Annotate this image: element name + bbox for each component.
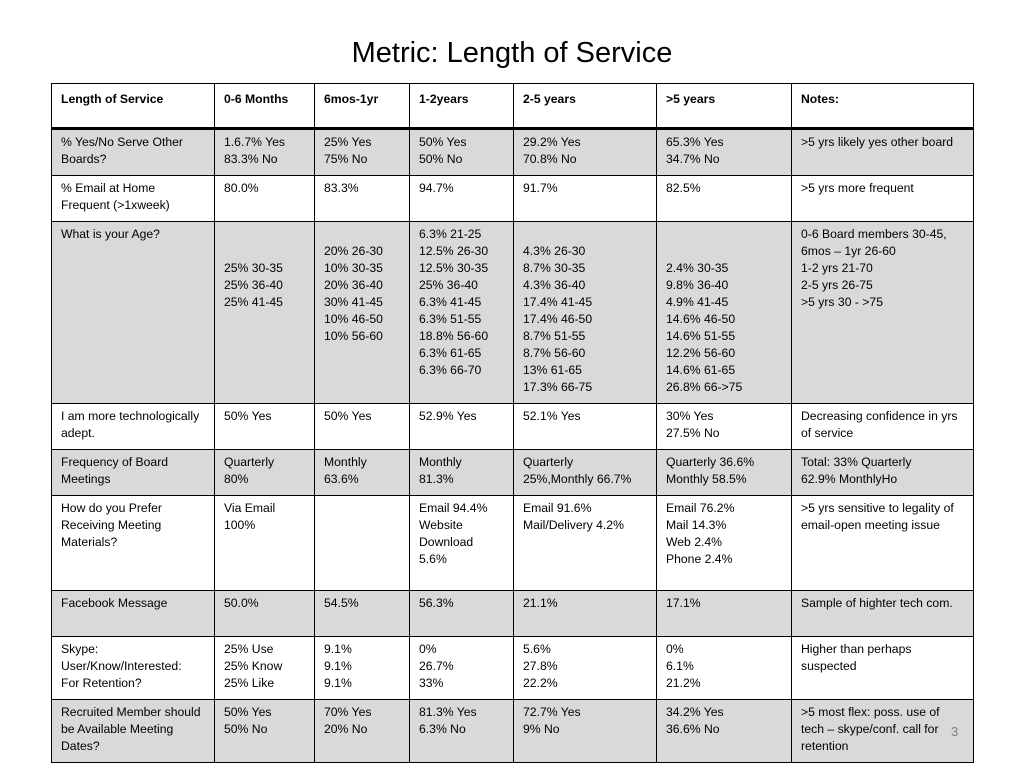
header-cell: 2-5 years — [514, 84, 657, 129]
data-cell: 17.1% — [657, 591, 792, 637]
table-row — [52, 404, 974, 450]
data-cell: 70% Yes 20% No — [315, 700, 410, 763]
header-cell: Notes: — [792, 84, 974, 129]
length-of-service-table — [51, 83, 974, 763]
data-cell: 83.3% — [315, 176, 410, 222]
data-cell: 25% 30-35 25% 36-40 25% 41-45 — [215, 222, 315, 404]
row-label-cell: Skype: User/Know/Interested: For Retention? — [52, 637, 215, 700]
row-label-cell: Recruited Member should be Available Meeting Dates? — [52, 700, 215, 763]
data-cell: 20% 26-30 10% 30-35 20% 36-40 30% 41-45 10% 46-50 10% 56-60 — [315, 222, 410, 404]
slide-title: Metric: Length of Service — [351, 37, 673, 69]
data-cell: 1.6.7% Yes 83.3% No — [215, 129, 315, 176]
table-row — [52, 496, 974, 591]
data-cell: Monthly 81.3% — [410, 450, 514, 496]
data-cell: 50% Yes 50% No — [410, 129, 514, 176]
data-cell — [315, 496, 410, 591]
row-label-cell: Facebook Message — [52, 591, 215, 637]
notes-cell: Total: 33% Quarterly 62.9% MonthlyHo — [792, 450, 974, 496]
data-cell: 29.2% Yes 70.8% No — [514, 129, 657, 176]
table-row — [52, 129, 974, 176]
data-cell: 82.5% — [657, 176, 792, 222]
data-cell: Quarterly 80% — [215, 450, 315, 496]
data-cell: 72.7% Yes 9% No — [514, 700, 657, 763]
header-cell: >5 years — [657, 84, 792, 129]
header-cell: Length of Service — [52, 84, 215, 129]
data-cell: Quarterly 36.6% Monthly 58.5% — [657, 450, 792, 496]
data-cell: 6.3% 21-25 12.5% 26-30 12.5% 30-35 25% 36-40 6.3% 41-45 6.3% 51-55 18.8% 56-60 6.3% 61-65 6.3% 66-70 — [410, 222, 514, 404]
data-cell: 52.9% Yes — [410, 404, 514, 450]
data-cell: Monthly 63.6% — [315, 450, 410, 496]
data-cell: 50% Yes 50% No — [215, 700, 315, 763]
data-cell: 5.6% 27.8% 22.2% — [514, 637, 657, 700]
table-row — [52, 222, 974, 404]
table-row — [52, 700, 974, 763]
data-cell: 52.1% Yes — [514, 404, 657, 450]
data-cell: 4.3% 26-30 8.7% 30-35 4.3% 36-40 17.4% 41-45 17.4% 46-50 8.7% 51-55 8.7% 56-60 13% 61-65 17.3% 66-75 — [514, 222, 657, 404]
data-cell: 54.5% — [315, 591, 410, 637]
data-cell: 81.3% Yes 6.3% No — [410, 700, 514, 763]
table-row — [52, 637, 974, 700]
data-cell: 56.3% — [410, 591, 514, 637]
table-row — [52, 450, 974, 496]
notes-cell: Decreasing confidence in yrs of service — [792, 404, 974, 450]
row-label-cell: Frequency of Board Meetings — [52, 450, 215, 496]
data-cell: 2.4% 30-35 9.8% 36-40 4.9% 41-45 14.6% 46-50 14.6% 51-55 12.2% 56-60 14.6% 61-65 26.8% 66->75 — [657, 222, 792, 404]
data-cell: 30% Yes 27.5% No — [657, 404, 792, 450]
table-row — [52, 591, 974, 637]
notes-cell: 0-6 Board members 30-45, 6mos – 1yr 26-60 1-2 yrs 21-70 2-5 yrs 26-75 >5 yrs 30 - >75 — [792, 222, 974, 404]
data-cell: 0% 6.1% 21.2% — [657, 637, 792, 700]
notes-cell: Sample of highter tech com. — [792, 591, 974, 637]
data-cell: 80.0% — [215, 176, 315, 222]
row-label-cell: I am more technologically adept. — [52, 404, 215, 450]
notes-cell: >5 most flex: poss. use of tech – skype/conf. call for retention — [792, 700, 974, 763]
header-row — [52, 84, 974, 129]
data-cell: 25% Yes 75% No — [315, 129, 410, 176]
header-cell: 1-2years — [410, 84, 514, 129]
data-cell: 25% Use 25% Know 25% Like — [215, 637, 315, 700]
data-cell: 50.0% — [215, 591, 315, 637]
page-number: 3 — [951, 724, 959, 739]
data-cell: Email 91.6% Mail/Delivery 4.2% — [514, 496, 657, 591]
row-label-cell: % Yes/No Serve Other Boards? — [52, 129, 215, 176]
table-row — [52, 176, 974, 222]
data-cell: 21.1% — [514, 591, 657, 637]
notes-cell: >5 yrs sensitive to legality of email-open meeting issue — [792, 496, 974, 591]
data-cell: 50% Yes — [215, 404, 315, 450]
data-cell: 34.2% Yes 36.6% No — [657, 700, 792, 763]
data-cell: 94.7% — [410, 176, 514, 222]
data-cell: 50% Yes — [315, 404, 410, 450]
notes-cell: >5 yrs likely yes other board — [792, 129, 974, 176]
notes-cell: >5 yrs more frequent — [792, 176, 974, 222]
row-label-cell: How do you Prefer Receiving Meeting Materials? — [52, 496, 215, 591]
row-label-cell: % Email at Home Frequent (>1xweek) — [52, 176, 215, 222]
data-cell: 65.3% Yes 34.7% No — [657, 129, 792, 176]
header-cell: 0-6 Months — [215, 84, 315, 129]
data-cell: Email 76.2% Mail 14.3% Web 2.4% Phone 2.4% — [657, 496, 792, 591]
notes-cell: Higher than perhaps suspected — [792, 637, 974, 700]
data-cell: 91.7% — [514, 176, 657, 222]
data-cell: Via Email 100% — [215, 496, 315, 591]
data-cell: Email 94.4% Website Download 5.6% — [410, 496, 514, 591]
data-cell: 9.1% 9.1% 9.1% — [315, 637, 410, 700]
data-cell: Quarterly 25%,Monthly 66.7% — [514, 450, 657, 496]
header-cell: 6mos-1yr — [315, 84, 410, 129]
row-label-cell: What is your Age? — [52, 222, 215, 404]
data-cell: 0% 26.7% 33% — [410, 637, 514, 700]
